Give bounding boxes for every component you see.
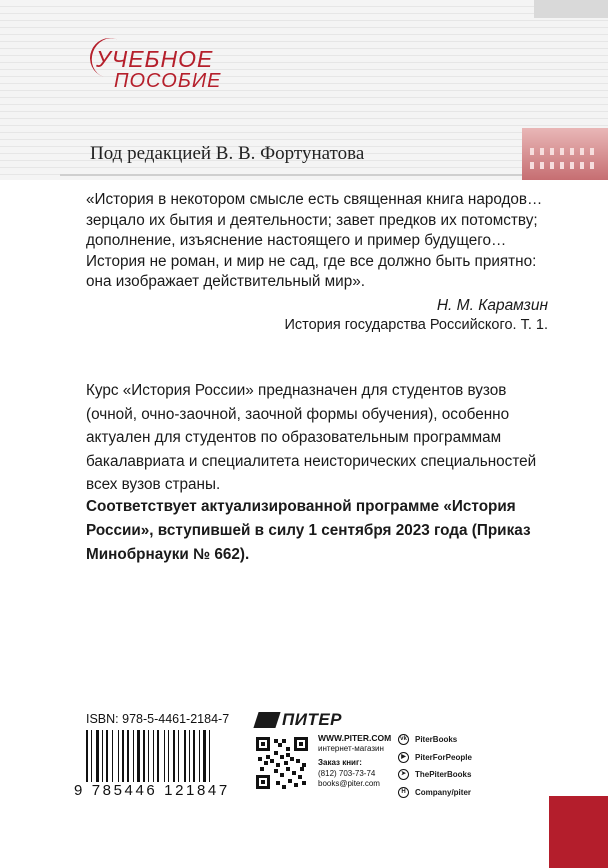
barcode-bars bbox=[86, 730, 232, 782]
barcode-bar bbox=[91, 730, 92, 782]
epigraph-text: «История в некотором смысле есть священная книга народов… зерцало их бытия и деятельности; завет предков их потомству; дополнение, изъяснение настоящего и пример будущего… История не роман, и мир не сад, где все должно быть приятно: она изображает действительный мир». bbox=[86, 191, 543, 290]
qr-module bbox=[280, 773, 284, 777]
qr-module bbox=[298, 775, 302, 779]
barcode-bar bbox=[122, 730, 124, 782]
piter-mark-icon bbox=[253, 712, 280, 728]
barcode-block bbox=[72, 712, 244, 802]
barcode-bar bbox=[112, 730, 113, 782]
header-corner bbox=[534, 0, 608, 18]
barcode-digits: 9 785446 121847 bbox=[74, 782, 230, 799]
social-label: Company/piter bbox=[415, 787, 472, 797]
social-row bbox=[398, 786, 518, 804]
qr-module bbox=[282, 785, 286, 789]
series-logo bbox=[96, 46, 246, 96]
qr-module bbox=[288, 779, 292, 783]
epigraph-author: Н. М. Карамзин bbox=[436, 297, 548, 314]
qr-code-icon bbox=[256, 737, 308, 789]
building-illustration bbox=[522, 128, 608, 180]
qr-module bbox=[266, 755, 270, 759]
qr-module bbox=[290, 757, 294, 761]
publisher-contacts bbox=[318, 733, 396, 790]
social-row bbox=[398, 733, 518, 751]
qr-module bbox=[280, 755, 284, 759]
barcode-bar bbox=[203, 730, 206, 782]
telegram-icon: ➤ bbox=[398, 769, 409, 780]
order-label: Заказ книг: bbox=[318, 758, 362, 767]
habr-icon: H bbox=[398, 787, 409, 798]
qr-module bbox=[258, 757, 262, 761]
qr-module bbox=[276, 763, 280, 767]
logo-line-1: УЧЕБНОЕ bbox=[96, 46, 214, 72]
accent-block bbox=[549, 796, 608, 868]
qr-module bbox=[261, 742, 265, 746]
barcode-bar bbox=[184, 730, 186, 782]
barcode-bar bbox=[137, 730, 140, 782]
qr-module bbox=[278, 743, 282, 747]
barcode-bar bbox=[178, 730, 179, 782]
barcode-bar bbox=[173, 730, 175, 782]
qr-module bbox=[294, 737, 297, 751]
qr-module bbox=[300, 767, 304, 771]
qr-module bbox=[286, 747, 290, 751]
barcode-bar bbox=[148, 730, 149, 782]
order-phone: (812) 703-73-74 bbox=[318, 768, 376, 778]
qr-module bbox=[292, 771, 296, 775]
barcode-bar bbox=[96, 730, 99, 782]
qr-module bbox=[294, 783, 298, 787]
social-label: PiterForPeople bbox=[415, 752, 472, 762]
barcode-bar bbox=[164, 730, 165, 782]
barcode-bar bbox=[133, 730, 134, 782]
social-links bbox=[398, 733, 518, 803]
qr-module bbox=[267, 737, 270, 751]
barcode-bar bbox=[157, 730, 159, 782]
vk-icon: vk bbox=[398, 734, 409, 745]
qr-module bbox=[302, 781, 306, 785]
qr-module bbox=[261, 780, 265, 784]
barcode-bar bbox=[168, 730, 169, 782]
course-description: Курс «История России» предназначен для студентов вузов (очной, очно-заочной, заочной формы обучения), особенно актуален для студентов по образовательным программам бакалавриата и специалитета неисторических специальностей всех вузов страны. bbox=[86, 382, 537, 493]
qr-module bbox=[286, 753, 290, 757]
qr-module bbox=[260, 767, 264, 771]
qr-module bbox=[296, 759, 300, 763]
social-row bbox=[398, 768, 518, 786]
qr-module bbox=[267, 775, 270, 789]
editor-credit: Под редакцией В. В. Фортунатова bbox=[90, 143, 365, 164]
barcode-bar bbox=[127, 730, 129, 782]
qr-module bbox=[282, 739, 286, 743]
publisher-logo bbox=[256, 709, 348, 731]
qr-module bbox=[256, 775, 259, 789]
program-compliance: Соответствует актуализированной программе «История России», вступившей в силу 1 сентября 2023 года (Приказ Минобрнауки № 662). bbox=[86, 498, 531, 563]
barcode-bar bbox=[153, 730, 154, 782]
divider bbox=[60, 174, 530, 176]
qr-module bbox=[284, 761, 288, 765]
qr-module bbox=[270, 759, 274, 763]
qr-module bbox=[276, 781, 280, 785]
publisher-site: WWW.PITER.COM bbox=[318, 733, 392, 743]
barcode-bar bbox=[143, 730, 145, 782]
barcode-bar bbox=[102, 730, 103, 782]
qr-module bbox=[305, 737, 308, 751]
barcode-bar bbox=[106, 730, 108, 782]
publisher-name: ПИТЕР bbox=[282, 710, 343, 729]
qr-module bbox=[274, 751, 278, 755]
social-label: ThePiterBooks bbox=[415, 770, 472, 779]
publisher-site-sub: интернет-магазин bbox=[318, 743, 384, 753]
barcode-bar bbox=[193, 730, 195, 782]
youtube-icon: ▶ bbox=[398, 752, 409, 763]
qr-module bbox=[256, 737, 259, 751]
logo-line-2: ПОСОБИЕ bbox=[114, 70, 222, 92]
social-label: PiterBooks bbox=[415, 735, 458, 744]
barcode-bar bbox=[189, 730, 190, 782]
epigraph-source: История государства Российского. Т. 1. bbox=[284, 317, 548, 333]
qr-module bbox=[264, 761, 268, 765]
order-email: books@piter.com bbox=[318, 779, 380, 788]
qr-module bbox=[274, 769, 278, 773]
qr-module bbox=[299, 742, 303, 746]
social-row bbox=[398, 751, 518, 769]
barcode-bar bbox=[199, 730, 200, 782]
barcode-bar bbox=[86, 730, 88, 782]
qr-module bbox=[286, 767, 290, 771]
barcode-bar bbox=[209, 730, 210, 782]
isbn-label: ISBN: 978-5-4461-2184-7 bbox=[86, 712, 230, 726]
barcode-bar bbox=[118, 730, 119, 782]
